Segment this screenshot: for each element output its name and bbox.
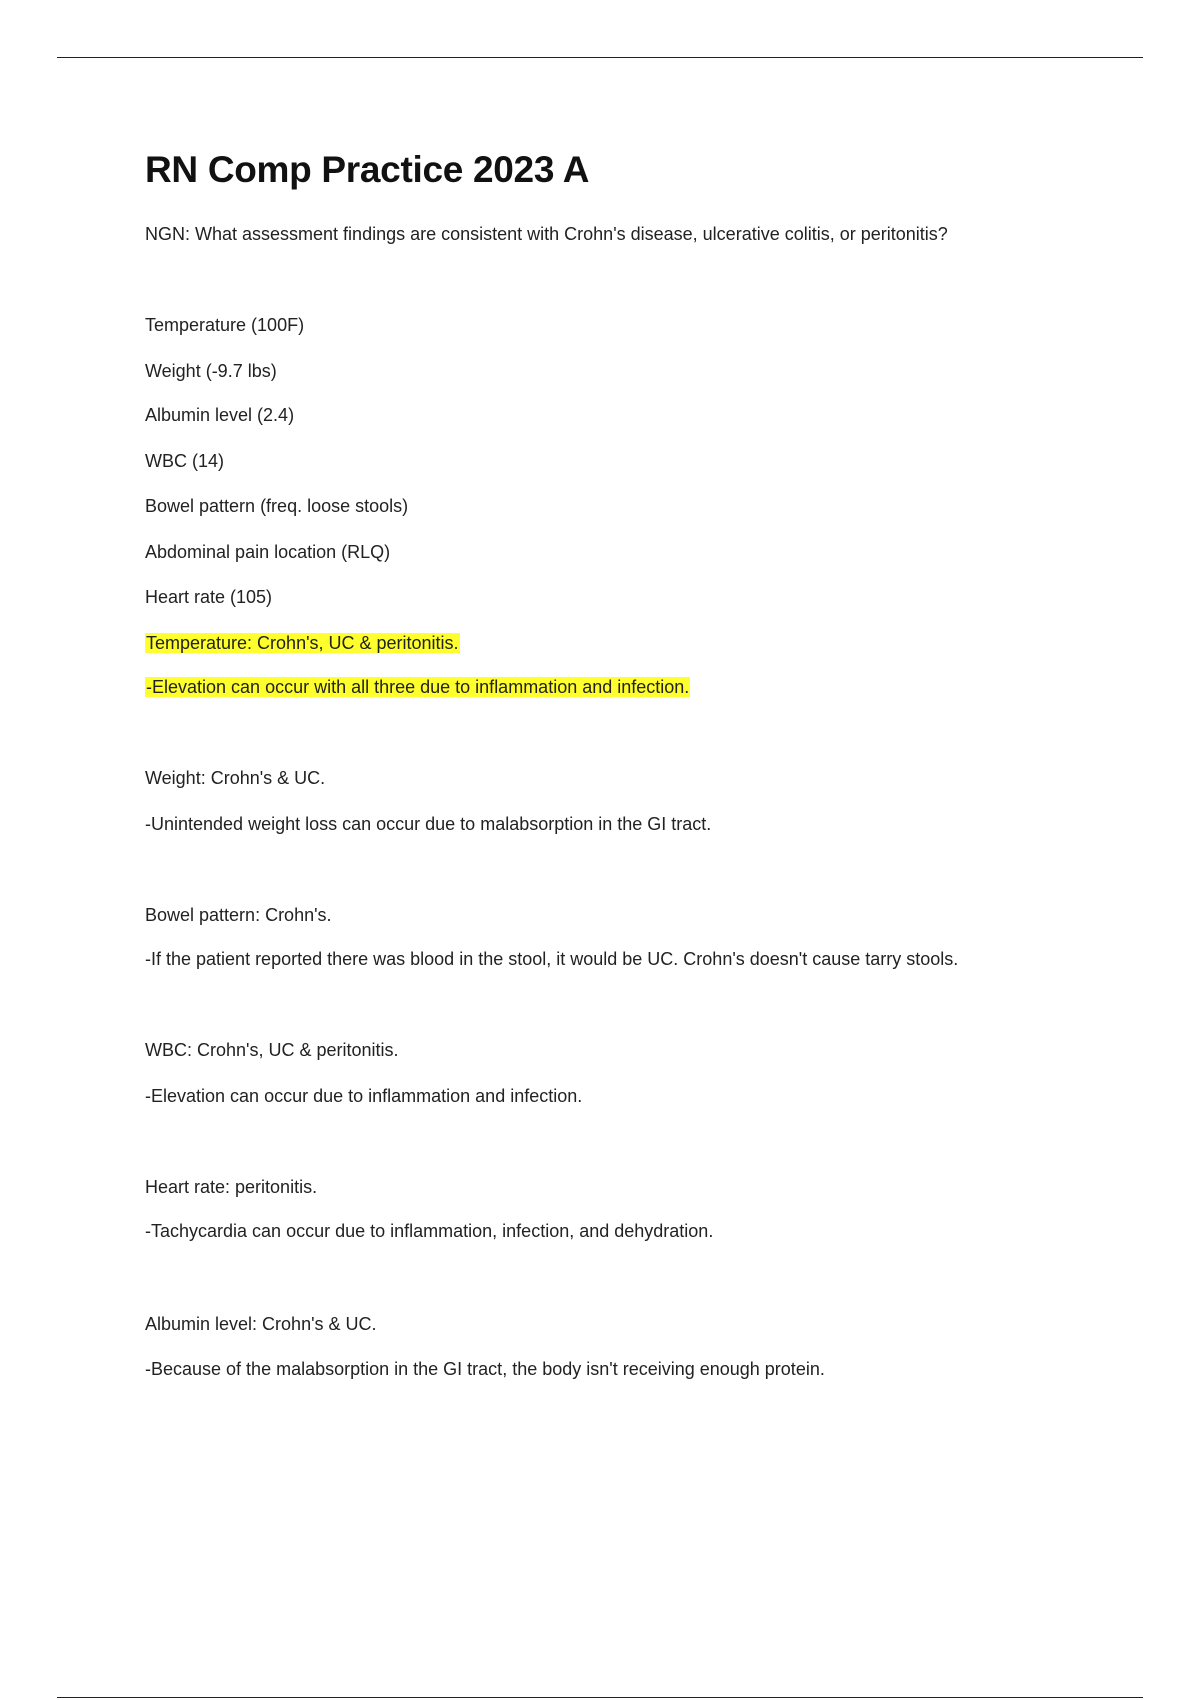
answer-heading xyxy=(145,631,460,655)
answer-rationale: -Because of the malabsorption in the GI tract, the body isn't receiving enough protein. xyxy=(145,1359,825,1379)
finding-item: Weight (-9.7 lbs) xyxy=(145,361,277,381)
answer-heading: WBC: Crohn's, UC & peritonitis. xyxy=(145,1040,399,1060)
answer-rationale: -Unintended weight loss can occur due to malabsorption in the GI tract. xyxy=(145,814,712,834)
top-rule xyxy=(57,57,1143,58)
answer-heading: Heart rate: peritonitis. xyxy=(145,1177,318,1197)
answer-heading: Bowel pattern: Crohn's. xyxy=(145,905,332,925)
finding-item: Bowel pattern (freq. loose stools) xyxy=(145,496,409,516)
answer-rationale xyxy=(145,675,690,699)
page-title: RN Comp Practice 2023 A xyxy=(145,149,590,190)
answer-rationale: -Tachycardia can occur due to inflammation, infection, and dehydration. xyxy=(145,1221,714,1241)
answer-rationale: -Elevation can occur due to inflammation and infection. xyxy=(145,1086,583,1106)
answer-heading: Albumin level: Crohn's & UC. xyxy=(145,1314,377,1334)
finding-item: Albumin level (2.4) xyxy=(145,405,295,425)
highlighted-text: -Elevation can occur with all three due to inflammation and infection. xyxy=(146,677,690,697)
finding-item: Abdominal pain location (RLQ) xyxy=(145,542,391,562)
finding-item: WBC (14) xyxy=(145,451,225,471)
answer-rationale: -If the patient reported there was blood in the stool, it would be UC. Crohn's doesn't cause tarry stools. xyxy=(145,949,959,969)
bottom-rule xyxy=(57,1697,1143,1698)
answer-heading: Weight: Crohn's & UC. xyxy=(145,768,326,788)
finding-item: Temperature (100F) xyxy=(145,315,305,335)
finding-item: Heart rate (105) xyxy=(145,587,273,607)
question-text: NGN: What assessment findings are consistent with Crohn's disease, ulcerative colitis, or peritonitis? xyxy=(145,224,948,244)
highlighted-text: Temperature: Crohn's, UC & peritonitis. xyxy=(146,633,459,653)
